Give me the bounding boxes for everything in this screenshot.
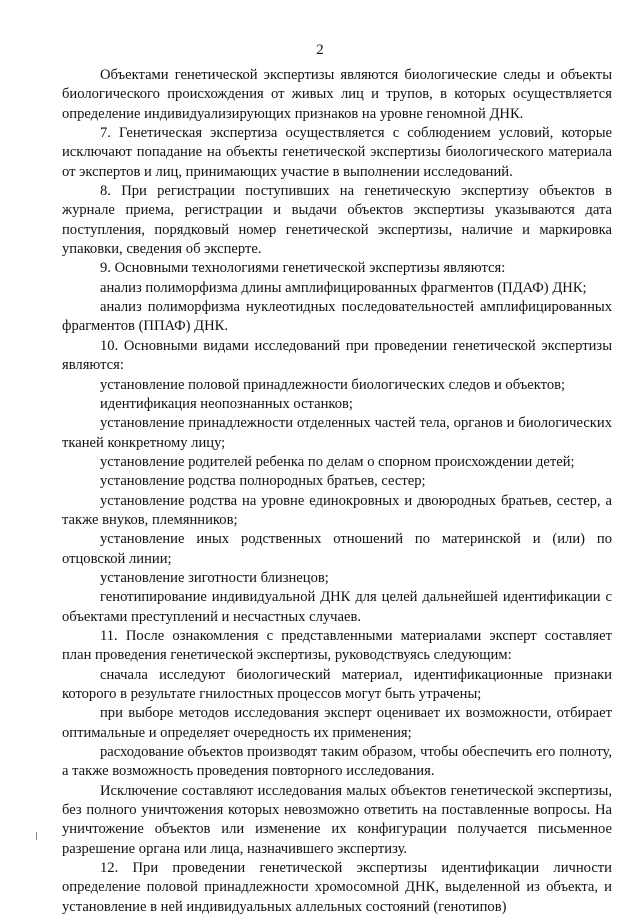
list-item: установление иных родственных отношений по материнской и (или) по отцовской линии; — [62, 531, 612, 567]
paragraph-9: 9. Основными технологиями генетической экспертизы являются: — [100, 260, 506, 277]
paragraph-8: 8. При регистрации поступивших на генетическую экспертизу объектов в журнале приема, регистрации и выдачи объектов экспертизы указываются дата поступления, порядковый номер генетической экспертизы, наличие и маркировка упаковки, сведения об эксперте. — [62, 183, 612, 258]
paragraph-7: 7. Генетическая экспертиза осуществляется с соблюдением условий, которые исключают попадание на объекты генетической экспертизы биологического материала от экспертов и лиц, принимающих участие в выполнении исследований. — [62, 125, 612, 180]
list-item: анализ полиморфизма длины амплифицированных фрагментов (ПДАФ) ДНК; — [100, 279, 587, 296]
list-item: установление половой принадлежности биологических следов и объектов; — [100, 376, 566, 393]
scan-mark — [36, 832, 37, 840]
page-number: 2 — [316, 42, 324, 58]
paragraph-10: 10. Основными видами исследований при проведении генетической экспертизы являются: — [62, 337, 612, 374]
list-item: установление зиготности близнецов; — [100, 569, 329, 586]
list-item: при выборе методов исследования эксперт оценивает их возможности, отбирает оптимальные и определяет очередность их применения; — [62, 705, 612, 741]
list-item: установление родства полнородных братьев, сестер; — [100, 473, 426, 490]
list-item: сначала исследуют биологический материал, идентификационные признаки которого в результате гнилостных процессов могут быть утрачены; — [62, 666, 612, 702]
paragraph-objects: Объектами генетической экспертизы являются биологические следы и объекты биологического происхождения от живых лиц и трупов, в которых осуществляется определение индивидуализирующих признаков на уровне геномной ДНК. — [62, 67, 612, 122]
list-item: установление родства на уровне единокровных и двоюродных братьев, сестер, а также внуков, племянников; — [62, 492, 612, 528]
list-item: расходование объектов производят таким образом, чтобы обеспечить его полноту, а также возможность проведения повторного исследования. — [62, 744, 612, 780]
paragraph-12: 12. При проведении генетической экспертизы идентификации личности определение половой принадлежности хромосомной ДНК, выделенной из объекта, и установление в ней индивидуальных аллельных состояний (генотипов) — [62, 860, 612, 915]
paragraph-11: 11. После ознакомления с представленными материалами эксперт составляет план проведения генетической экспертизы, руководствуясь следующим: — [62, 627, 612, 664]
document-body — [62, 66, 612, 917]
list-item: генотипирование индивидуальной ДНК для целей дальнейшей идентификации с объектами преступлений и несчастных случаев. — [62, 589, 612, 625]
list-item: установление родителей ребенка по делам о спорном происхождении детей; — [100, 453, 575, 470]
list-item: идентификация неопознанных останков; — [100, 395, 353, 412]
list-item: анализ полиморфизма нуклеотидных последовательностей амплифицированных фрагментов (ППАФ) ДНК. — [62, 299, 612, 335]
list-item: установление принадлежности отделенных частей тела, органов и биологических тканей конкретному лицу; — [62, 415, 612, 451]
paragraph-exception: Исключение составляют исследования малых объектов генетической экспертизы, без полного уничтожения которых невозможно ответить на поставленные вопросы. На уничтожение объектов или изменение их конфигурации получается письменное разрешение органа или лица, назначившего экспертизу. — [62, 782, 612, 857]
